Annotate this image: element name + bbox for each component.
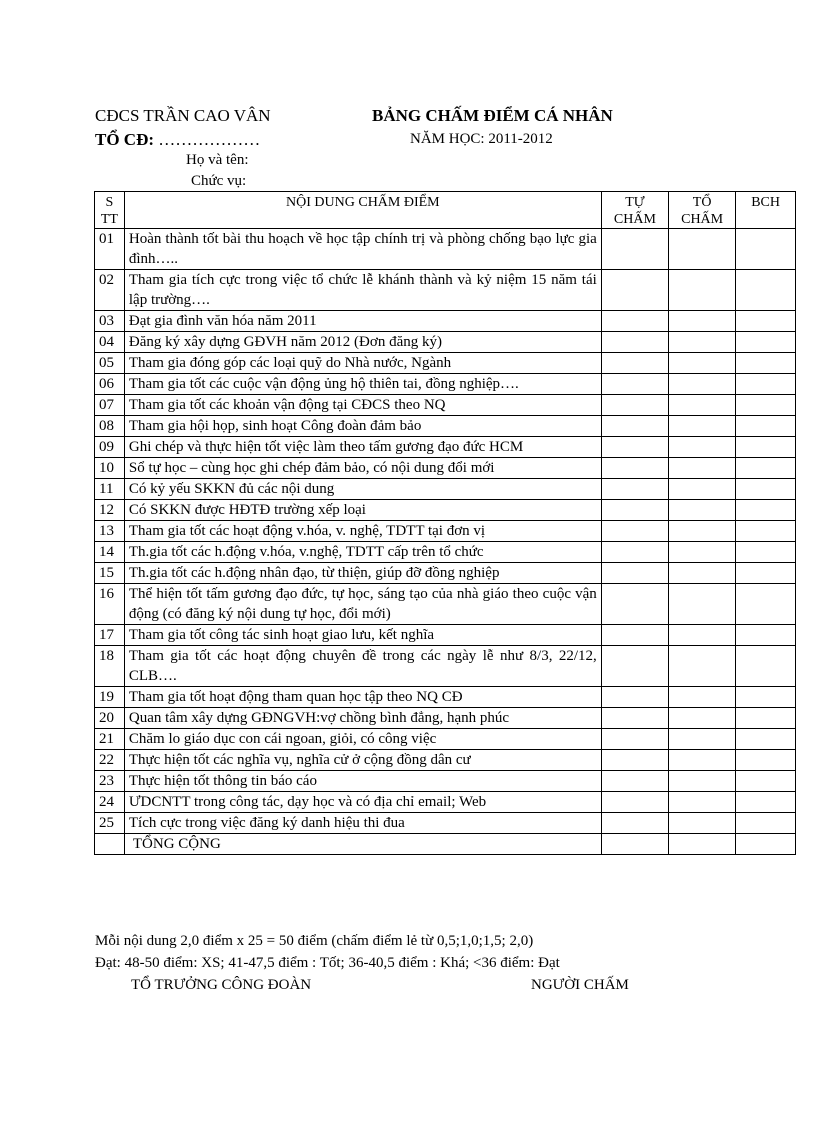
- row-bch-cell[interactable]: [736, 771, 796, 792]
- row-self-score-cell[interactable]: [601, 332, 668, 353]
- row-self-score-cell[interactable]: [601, 353, 668, 374]
- row-group-score-cell[interactable]: [669, 270, 736, 311]
- row-content: Thể hiện tốt tấm gương đạo đức, tự học, sáng tạo của nhà giáo theo cuộc vận động (có đăng ký nội dung tự học, đổi mới): [124, 584, 601, 625]
- row-self-score-cell[interactable]: [601, 416, 668, 437]
- name-label: Họ và tên:: [186, 152, 249, 168]
- row-self-score-cell[interactable]: [601, 479, 668, 500]
- row-stt: 17: [95, 625, 125, 646]
- table-row: [95, 584, 796, 625]
- row-stt: 20: [95, 708, 125, 729]
- row-group-score-cell[interactable]: [669, 437, 736, 458]
- row-group-score-cell[interactable]: [669, 229, 736, 270]
- row-bch-cell[interactable]: [736, 229, 796, 270]
- header-group-score: TỔ CHẤM: [669, 192, 736, 229]
- table-row: [95, 353, 796, 374]
- row-group-score-cell[interactable]: [669, 584, 736, 625]
- scoring-table: [94, 191, 796, 855]
- row-stt: 03: [95, 311, 125, 332]
- table-row: [95, 563, 796, 584]
- table-body: [95, 229, 796, 855]
- row-bch-cell[interactable]: [736, 500, 796, 521]
- table-row: [95, 458, 796, 479]
- row-group-score-cell[interactable]: [669, 750, 736, 771]
- row-self-score-cell[interactable]: [601, 374, 668, 395]
- row-self-score-cell[interactable]: [601, 500, 668, 521]
- row-bch-cell[interactable]: [736, 270, 796, 311]
- row-bch-cell[interactable]: [736, 729, 796, 750]
- group-value: ………………: [154, 130, 261, 149]
- row-group-score-cell[interactable]: [669, 353, 736, 374]
- header-self-score: TỰ CHẤM: [601, 192, 668, 229]
- row-bch-cell[interactable]: [736, 416, 796, 437]
- row-self-score-cell[interactable]: [601, 729, 668, 750]
- grader-signature-label: NGƯỜI CHẤM: [531, 977, 629, 993]
- total-bch[interactable]: [736, 834, 796, 855]
- table-row: [95, 270, 796, 311]
- table-row: [95, 708, 796, 729]
- row-stt: 06: [95, 374, 125, 395]
- row-group-score-cell[interactable]: [669, 563, 736, 584]
- row-self-score-cell[interactable]: [601, 646, 668, 687]
- row-group-score-cell[interactable]: [669, 311, 736, 332]
- row-group-score-cell[interactable]: [669, 687, 736, 708]
- header-content: NỘI DUNG CHẤM ĐIỂM: [124, 192, 601, 229]
- row-group-score-cell[interactable]: [669, 813, 736, 834]
- row-group-score-cell[interactable]: [669, 332, 736, 353]
- row-bch-cell[interactable]: [736, 437, 796, 458]
- row-stt: 24: [95, 792, 125, 813]
- header-stt: S TT: [95, 192, 125, 229]
- table-row: [95, 374, 796, 395]
- row-stt: 04: [95, 332, 125, 353]
- row-stt: 21: [95, 729, 125, 750]
- row-bch-cell[interactable]: [736, 395, 796, 416]
- row-group-score-cell[interactable]: [669, 521, 736, 542]
- table-row: [95, 687, 796, 708]
- row-stt: 10: [95, 458, 125, 479]
- row-self-score-cell[interactable]: [601, 625, 668, 646]
- table-row: [95, 750, 796, 771]
- row-stt: 18: [95, 646, 125, 687]
- total-self-score[interactable]: [601, 834, 668, 855]
- row-content: Tham gia đóng góp các loại quỹ do Nhà nước, Ngành: [124, 353, 601, 374]
- table-row: [95, 479, 796, 500]
- row-self-score-cell[interactable]: [601, 708, 668, 729]
- row-bch-cell[interactable]: [736, 332, 796, 353]
- table-row: [95, 646, 796, 687]
- row-stt: 12: [95, 500, 125, 521]
- row-content: Đạt gia đình văn hóa năm 2011: [124, 311, 601, 332]
- table-row: [95, 229, 796, 270]
- row-stt: 25: [95, 813, 125, 834]
- row-stt: 14: [95, 542, 125, 563]
- table-row: [95, 500, 796, 521]
- table-row: [95, 625, 796, 646]
- row-bch-cell[interactable]: [736, 625, 796, 646]
- document-title: BẢNG CHẤM ĐIỂM CÁ NHÂN: [372, 106, 613, 125]
- row-stt: 02: [95, 270, 125, 311]
- row-bch-cell[interactable]: [736, 374, 796, 395]
- row-bch-cell[interactable]: [736, 646, 796, 687]
- row-content: Hoàn thành tốt bài thu hoạch về học tập chính trị và phòng chống bạo lực gia đình…..: [124, 229, 601, 270]
- total-label: TỔNG CỘNG: [124, 834, 601, 855]
- row-self-score-cell[interactable]: [601, 563, 668, 584]
- row-content: Có SKKN được HĐTĐ trường xếp loại: [124, 500, 601, 521]
- table-row: [95, 521, 796, 542]
- row-content: Tham gia tốt hoạt động tham quan học tập theo NQ CĐ: [124, 687, 601, 708]
- row-bch-cell[interactable]: [736, 708, 796, 729]
- row-content: Tham gia tốt các hoạt động v.hóa, v. nghệ, TDTT tại đơn vị: [124, 521, 601, 542]
- row-bch-cell[interactable]: [736, 792, 796, 813]
- row-self-score-cell[interactable]: [601, 792, 668, 813]
- row-content: Tham gia tốt công tác sinh hoạt giao lưu, kết nghĩa: [124, 625, 601, 646]
- group-line: [95, 130, 260, 150]
- table-row: [95, 332, 796, 353]
- row-content: ƯDCNTT trong công tác, dạy học và có địa chỉ email; Web: [124, 792, 601, 813]
- table-row: [95, 311, 796, 332]
- total-group-score[interactable]: [669, 834, 736, 855]
- row-self-score-cell[interactable]: [601, 542, 668, 563]
- group-label: TỔ CĐ:: [95, 130, 155, 149]
- row-stt: 07: [95, 395, 125, 416]
- row-stt: 01: [95, 229, 125, 270]
- row-self-score-cell[interactable]: [601, 771, 668, 792]
- org-name: CĐCS TRẦN CAO VÂN: [95, 106, 271, 125]
- row-stt: 13: [95, 521, 125, 542]
- row-content: Th.gia tốt các h.động nhân đạo, từ thiện, giúp đỡ đồng nghiệp: [124, 563, 601, 584]
- table-row: [95, 395, 796, 416]
- row-stt: 23: [95, 771, 125, 792]
- row-group-score-cell[interactable]: [669, 542, 736, 563]
- row-content: Chăm lo giáo dục con cái ngoan, giỏi, có công việc: [124, 729, 601, 750]
- row-content: Quan tâm xây dựng GĐNGVH:vợ chồng bình đẳng, hạnh phúc: [124, 708, 601, 729]
- row-group-score-cell[interactable]: [669, 792, 736, 813]
- row-group-score-cell[interactable]: [669, 646, 736, 687]
- row-group-score-cell[interactable]: [669, 500, 736, 521]
- row-group-score-cell[interactable]: [669, 708, 736, 729]
- table-total-row: [95, 834, 796, 855]
- row-stt: 16: [95, 584, 125, 625]
- row-group-score-cell[interactable]: [669, 416, 736, 437]
- row-bch-cell[interactable]: [736, 563, 796, 584]
- row-group-score-cell[interactable]: [669, 374, 736, 395]
- row-self-score-cell[interactable]: [601, 437, 668, 458]
- row-self-score-cell[interactable]: [601, 229, 668, 270]
- table-row: [95, 729, 796, 750]
- row-content: Tích cực trong việc đăng ký danh hiệu thi đua: [124, 813, 601, 834]
- row-content: Ghi chép và thực hiện tốt việc làm theo tấm gương đạo đức HCM: [124, 437, 601, 458]
- row-bch-cell[interactable]: [736, 311, 796, 332]
- row-bch-cell[interactable]: [736, 458, 796, 479]
- row-self-score-cell[interactable]: [601, 395, 668, 416]
- row-stt: 08: [95, 416, 125, 437]
- row-stt: 22: [95, 750, 125, 771]
- row-self-score-cell[interactable]: [601, 311, 668, 332]
- row-stt: 05: [95, 353, 125, 374]
- row-self-score-cell[interactable]: [601, 521, 668, 542]
- rating-note: Đạt: 48-50 điểm: XS; 41-47,5 điểm : Tốt; 36-40,5 điểm : Khá; <36 điểm: Đạt: [95, 955, 560, 971]
- row-content: Có kỷ yếu SKKN đủ các nội dung: [124, 479, 601, 500]
- row-bch-cell[interactable]: [736, 750, 796, 771]
- row-content: Tham gia tốt các cuộc vận động ủng hộ thiên tai, đồng nghiệp….: [124, 374, 601, 395]
- row-content: Thực hiện tốt các nghĩa vụ, nghĩa cử ở cộng đồng dân cư: [124, 750, 601, 771]
- row-content: Tham gia hội họp, sinh hoạt Công đoàn đảm bảo: [124, 416, 601, 437]
- leader-signature-label: TỔ TRƯỞNG CÔNG ĐOÀN: [131, 977, 312, 993]
- row-content: Tham gia tốt các khoản vận động tại CĐCS theo NQ: [124, 395, 601, 416]
- row-self-score-cell[interactable]: [601, 270, 668, 311]
- row-bch-cell[interactable]: [736, 687, 796, 708]
- row-content: Thực hiện tốt thông tin báo cáo: [124, 771, 601, 792]
- row-group-score-cell[interactable]: [669, 625, 736, 646]
- row-group-score-cell[interactable]: [669, 729, 736, 750]
- row-content: Tham gia tốt các hoạt động chuyên đề trong các ngày lễ như 8/3, 22/12, CLB….: [124, 646, 601, 687]
- row-group-score-cell[interactable]: [669, 771, 736, 792]
- scoring-note: Mỗi nội dung 2,0 điểm x 25 = 50 điểm (chấm điểm lẻ từ 0,5;1,0;1,5; 2,0): [95, 933, 534, 949]
- row-stt: 15: [95, 563, 125, 584]
- table-row: [95, 416, 796, 437]
- row-content: Th.gia tốt các h.động v.hóa, v.nghệ, TDTT cấp trên tổ chức: [124, 542, 601, 563]
- row-stt: 09: [95, 437, 125, 458]
- row-content: Sổ tự học – cùng học ghi chép đảm bảo, có nội dung đổi mới: [124, 458, 601, 479]
- table-row: [95, 813, 796, 834]
- row-bch-cell[interactable]: [736, 521, 796, 542]
- row-group-score-cell[interactable]: [669, 395, 736, 416]
- row-bch-cell[interactable]: [736, 479, 796, 500]
- row-self-score-cell[interactable]: [601, 687, 668, 708]
- row-bch-cell[interactable]: [736, 542, 796, 563]
- row-bch-cell[interactable]: [736, 584, 796, 625]
- row-stt: [95, 834, 125, 855]
- table-row: [95, 771, 796, 792]
- row-self-score-cell[interactable]: [601, 458, 668, 479]
- row-bch-cell[interactable]: [736, 813, 796, 834]
- row-self-score-cell[interactable]: [601, 813, 668, 834]
- row-stt: 11: [95, 479, 125, 500]
- table-row: [95, 542, 796, 563]
- row-stt: 19: [95, 687, 125, 708]
- row-content: Tham gia tích cực trong việc tổ chức lễ khánh thành và kỷ niệm 15 năm tái lập trường….: [124, 270, 601, 311]
- school-year: NĂM HỌC: 2011-2012: [410, 131, 553, 147]
- row-bch-cell[interactable]: [736, 353, 796, 374]
- position-label: Chức vụ:: [191, 173, 247, 189]
- row-content: Đăng ký xây dựng GĐVH năm 2012 (Đơn đăng ký): [124, 332, 601, 353]
- table-row: [95, 437, 796, 458]
- table-row: [95, 792, 796, 813]
- row-self-score-cell[interactable]: [601, 750, 668, 771]
- row-group-score-cell[interactable]: [669, 458, 736, 479]
- header-bch: BCH: [736, 192, 796, 229]
- row-group-score-cell[interactable]: [669, 479, 736, 500]
- table-header-row: [95, 192, 796, 229]
- row-self-score-cell[interactable]: [601, 584, 668, 625]
